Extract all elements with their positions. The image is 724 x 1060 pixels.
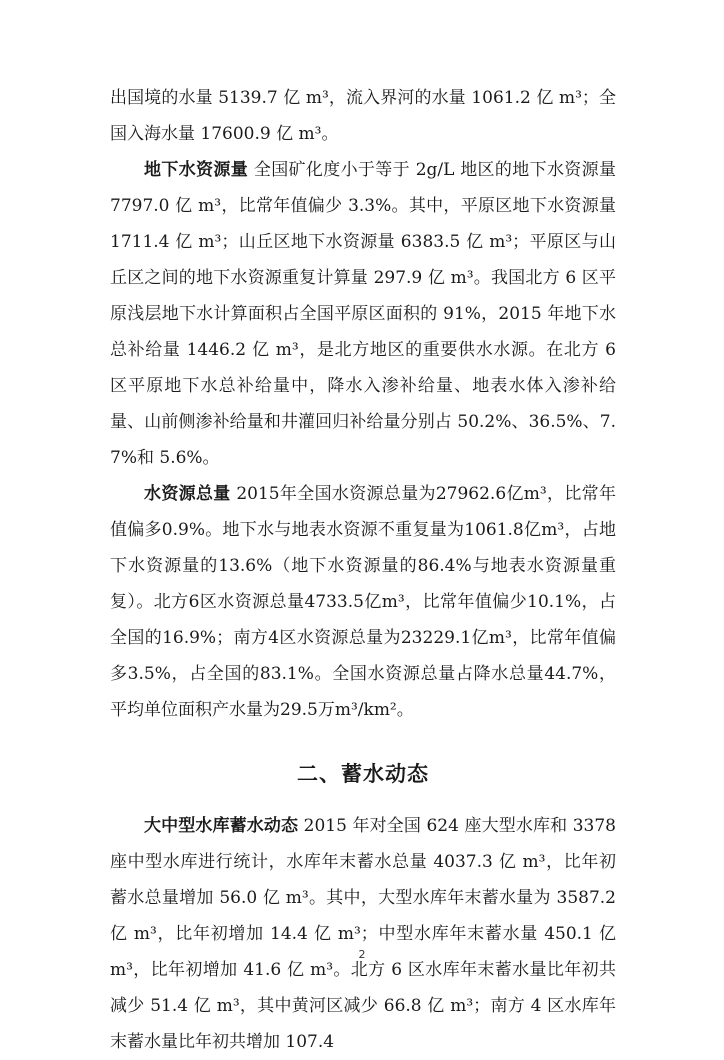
section-title: 二、蓄水动态	[297, 762, 429, 786]
paragraph-text: 2015年全国水资源总量为27962.6亿m³，比常年值偏多0.9%。地下水与地表水资源不重复量为1061.8亿m³，占地下水资源量的13.6%（地下水资源量的86.4%与地表水资源量重复）。北方6区水资源总量4733.5亿m³，比常年值偏少10.1%，占全国的16.9%；南方4区水资源总量为23229.1亿m³，比常年值偏多3.5%，占全国的83.1%。全国水资源总量占降水总量44.7%，平均单位面积产水量为29.5万m³/km²。	[110, 484, 617, 720]
paragraph-outflow	[110, 80, 616, 152]
paragraph-heading: 水资源总量	[144, 484, 231, 504]
paragraph-text: 出国境的水量 5139.7 亿 m³，流入界河的水量 1061.2 亿 m³；全国入海水量 17600.9 亿 m³。	[110, 88, 616, 144]
page-number: 2	[358, 948, 366, 961]
paragraph-groundwater	[110, 152, 616, 476]
paragraph-total-water-resources	[110, 476, 616, 728]
paragraph-heading: 地下水资源量	[144, 160, 249, 180]
paragraph-text: 2015 年对全国 624 座大型水库和 3378 座中型水库进行统计，水库年末蓄水总量 4037.3 亿 m³，比年初蓄水总量增加 56.0 亿 m³。其中，大型水库年末蓄水量为 3587.2 亿 m³，比年初增加 14.4 亿 m³；中型水库年末蓄水量 450.1 亿 m³，比年初增加 41.6 亿 m³。北方 6 区水库年末蓄水量比年初共减少 51.4 亿 m³，其中黄河区减少 66.8 亿 m³；南方 4 区水库年末蓄水量比年初共增加 107.4	[110, 816, 616, 1052]
paragraph-text: 全国矿化度小于等于 2g/L 地区的地下水资源量 7797.0 亿 m³，比常年值偏少 3.3%。其中，平原区地下水资源量 1711.4 亿 m³；山丘区地下水资源量 6383.5 亿 m³；平原区与山丘区之间的地下水资源重复计算量 297.9 亿 m³。我国北方 6 区平原浅层地下水计算面积占全国平原区面积的 91%，2015 年地下水总补给量 1446.2 亿 m³，是北方地区的重要供水水源。在北方 6 区平原地下水总补给量中，降水入渗补给量、地表水体入渗补给量、山前侧渗补给量和井灌回归补给量分别占 50.2%、36.5%、7.7%和 5.6%。	[110, 160, 616, 468]
paragraph-reservoir-storage	[110, 808, 616, 1060]
document-body	[110, 80, 616, 1060]
paragraph-heading: 大中型水库蓄水动态	[144, 816, 299, 836]
